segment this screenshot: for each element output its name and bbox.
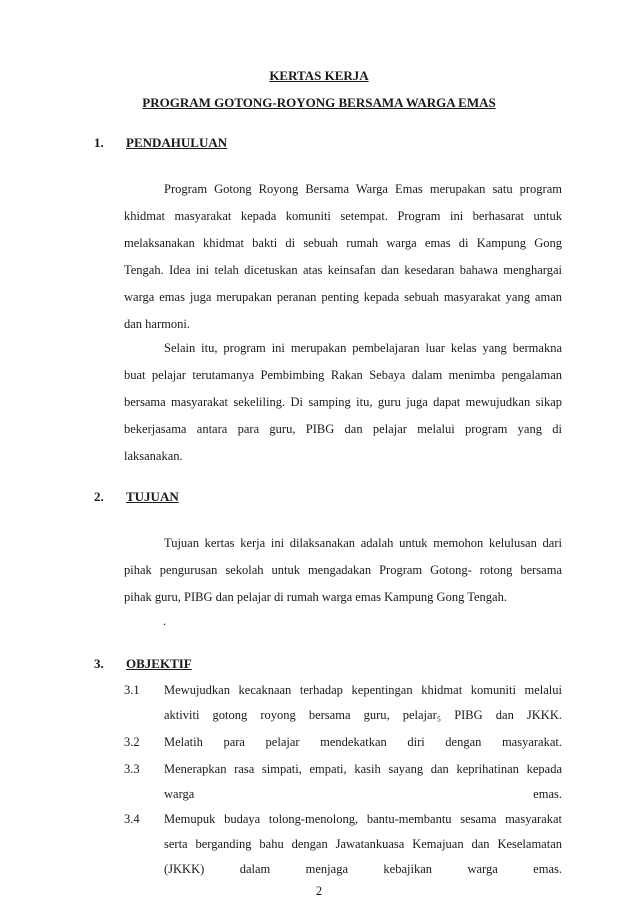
paragraph-line: dan harmoni. xyxy=(124,317,190,331)
section-heading-pendahuluan xyxy=(94,135,227,151)
document-title: KERTAS KERJA xyxy=(269,68,369,83)
paragraph-line: Program Gotong Royong Bersama Warga Emas merupakan satu program xyxy=(164,182,562,196)
section-number: 2. xyxy=(94,489,104,504)
paragraph-line: melaksanakan khidmat bakti di sebuah rumah warga emas di Kampung Gong xyxy=(124,236,562,250)
objective-line: Mewujudkan kecaknaan terhadap kepentingan khidmat komuniti melalui xyxy=(164,683,562,697)
page-number: 2 xyxy=(315,884,323,898)
paragraph-line: pihak guru, PIBG dan pelajar di rumah warga emas Kampung Gong Tengah. xyxy=(124,590,507,604)
section-title: TUJUAN xyxy=(126,489,179,504)
objective-line: (JKKK) dalam menjaga kebajikan warga emas. xyxy=(164,862,562,876)
objective-number: 3.3 xyxy=(124,762,140,776)
section-title: PENDAHULUAN xyxy=(126,135,228,150)
paragraph-line: bekerjasama antara para guru, PIBG dan pelajar melalui program yang di xyxy=(124,422,562,436)
paragraph-line: Tujuan kertas kerja ini dilaksanakan adalah untuk memohon kelulusan dari xyxy=(164,536,562,550)
objective-number: 3.2 xyxy=(124,735,140,749)
paragraph-line: laksanakan. xyxy=(124,449,183,463)
paragraph-line: bersama masyarakat sekeliling. Di samping itu, guru juga dapat mewujudkan sikap xyxy=(124,395,562,409)
section-heading-tujuan xyxy=(94,489,179,505)
section-number: 3. xyxy=(94,656,104,671)
objective-line: warga emas. xyxy=(164,787,562,801)
paragraph-line: khidmat masyarakat kepada komuniti setempat. Program ini berhasarat untuk xyxy=(124,209,562,223)
section-heading-objektif xyxy=(94,656,192,672)
objective-number: 3.1 xyxy=(124,683,140,697)
objective-line: aktiviti gotong royong bersama guru, pelajar₅ PIBG dan JKKK. xyxy=(164,708,562,722)
section-number: 1. xyxy=(94,135,104,150)
paragraph-line: Tengah. Idea ini telah dicetuskan atas keinsafan dan kesedaran bahawa menghargai xyxy=(124,263,562,277)
objective-line: Menerapkan rasa simpati, empati, kasih sayang dan keprihatinan kepada xyxy=(164,762,562,776)
paragraph-line: warga emas juga merupakan peranan penting kepada sebuah masyarakat yang aman xyxy=(124,290,562,304)
objective-line: serta berganding bahu dengan Jawatankuasa Kemajuan dan Keselamatan xyxy=(164,837,562,851)
document-subtitle: PROGRAM GOTONG-ROYONG BERSAMA WARGA EMAS xyxy=(142,95,496,110)
paragraph-line: pihak pengurusan sekolah untuk mengadakan Program Gotong- rotong bersama xyxy=(124,563,562,577)
objective-number: 3.4 xyxy=(124,812,140,826)
paragraph-line: buat pelajar terutamanya Pembimbing Rakan Sebaya dalam menimba pengalaman xyxy=(124,368,562,382)
objective-line: Memupuk budaya tolong-menolong, bantu-membantu sesama masyarakat xyxy=(164,812,562,826)
objective-line: Melatih para pelajar mendekatkan diri dengan masyarakat. xyxy=(164,735,562,749)
paragraph-line: Selain itu, program ini merupakan pembelajaran luar kelas yang bermakna xyxy=(164,341,562,355)
stray-dot: . xyxy=(163,614,167,628)
section-title: OBJEKTIF xyxy=(126,656,192,671)
